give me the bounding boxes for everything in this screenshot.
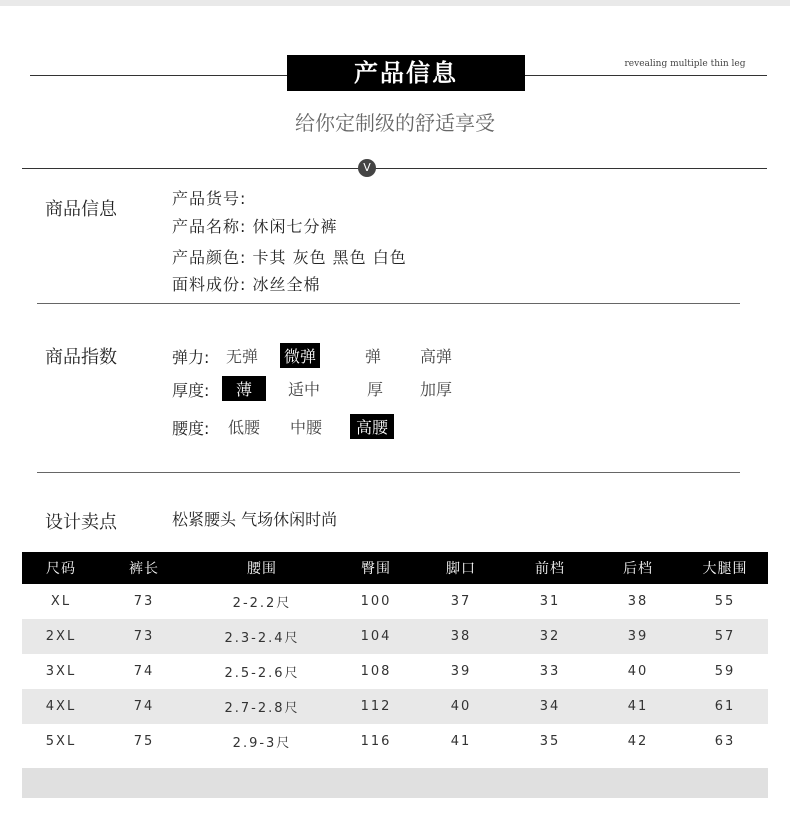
table-cell: 2.7-2.8尺	[188, 689, 336, 724]
product-index-label: 商品指数	[45, 347, 117, 368]
header-front-rise: 前档	[506, 552, 594, 584]
table-cell: 100	[360, 594, 392, 609]
table-cell: 41	[594, 689, 682, 724]
table-row	[22, 584, 768, 619]
size-table	[22, 552, 768, 759]
title-line-right	[525, 75, 767, 76]
table-cell: 38	[416, 619, 506, 654]
table-cell: 2.9-3尺	[232, 736, 292, 751]
table-cell: 4XL	[22, 689, 100, 724]
table-cell: 35	[539, 734, 561, 749]
table-row	[22, 724, 768, 759]
table-row	[22, 654, 768, 689]
table-cell: 40	[416, 689, 506, 724]
product-name-line: 产品名称: 休闲七分裤	[172, 217, 338, 236]
table-cell: 57	[682, 619, 768, 654]
elasticity-option-high: 高弹	[420, 347, 453, 366]
table-cell: 3XL	[45, 664, 77, 679]
header-back-rise: 后档	[594, 552, 682, 584]
elasticity-option-none: 无弹	[226, 347, 259, 366]
header-thigh: 大腿围	[682, 552, 768, 584]
header-waist: 腰围	[188, 552, 336, 584]
table-cell: 73	[133, 594, 155, 609]
table-row	[22, 689, 768, 724]
table-cell: 59	[714, 664, 736, 679]
header-leg-opening: 脚口	[416, 552, 506, 584]
elasticity-option-normal: 弹	[365, 347, 382, 366]
product-info-label: 商品信息	[45, 199, 117, 220]
header-size: 尺码	[22, 552, 100, 584]
waist-option-low: 低腰	[228, 418, 261, 437]
chevron-down-icon: V	[358, 159, 376, 177]
table-cell: 63	[714, 734, 736, 749]
thickness-label: 厚度:	[172, 381, 210, 400]
table-cell: 55	[714, 594, 736, 609]
top-band	[0, 0, 790, 6]
thickness-option-thick: 厚	[367, 380, 384, 399]
table-cell: 104	[336, 619, 416, 654]
table-cell: 34	[506, 689, 594, 724]
table-cell: 108	[360, 664, 392, 679]
table-cell: 2XL	[22, 619, 100, 654]
selling-points-text: 松紧腰头 气场休闲时尚	[172, 510, 338, 529]
page-title: 产品信息	[287, 55, 525, 91]
table-cell: 61	[682, 689, 768, 724]
table-cell: 38	[627, 594, 649, 609]
thickness-option-thin: 薄	[222, 376, 266, 401]
table-cell: 2.3-2.4尺	[188, 619, 336, 654]
size-table-header	[22, 552, 768, 584]
thickness-option-medium: 适中	[288, 380, 321, 399]
table-cell: 31	[539, 594, 561, 609]
table-cell: 39	[450, 664, 472, 679]
table-cell: 112	[336, 689, 416, 724]
header-length: 裤长	[100, 552, 188, 584]
table-cell: XL	[50, 594, 72, 609]
table-cell: 41	[450, 734, 472, 749]
waist-option-mid: 中腰	[290, 418, 323, 437]
elasticity-label: 弹力:	[172, 348, 210, 367]
tagline: revealing multiple thin leg	[624, 59, 746, 69]
table-cell: 73	[100, 619, 188, 654]
table-cell: 40	[627, 664, 649, 679]
product-fabric-line: 面料成份: 冰丝全棉	[172, 275, 321, 294]
table-cell: 39	[594, 619, 682, 654]
table-cell: 74	[133, 664, 155, 679]
index-divider	[37, 472, 740, 473]
selling-points-label: 设计卖点	[45, 512, 117, 533]
table-cell: 2.5-2.6尺	[224, 666, 300, 681]
section-divider	[22, 168, 767, 169]
page-subtitle: 给你定制级的舒适享受	[295, 111, 495, 135]
product-color-line: 产品颜色: 卡其 灰色 黑色 白色	[172, 248, 407, 267]
table-cell: 74	[100, 689, 188, 724]
table-cell: 2-2.2尺	[232, 596, 292, 611]
header-hip: 臀围	[336, 552, 416, 584]
table-cell: 116	[360, 734, 392, 749]
waist-label: 腰度:	[172, 419, 210, 438]
table-cell: 32	[506, 619, 594, 654]
info-divider	[37, 303, 740, 304]
thickness-option-extra-thick: 加厚	[420, 380, 453, 399]
table-row	[22, 619, 768, 654]
waist-option-high: 高腰	[350, 414, 394, 439]
table-cell: 33	[539, 664, 561, 679]
table-cell: 5XL	[45, 734, 77, 749]
table-cell: 75	[133, 734, 155, 749]
title-line-left	[30, 75, 287, 76]
product-code-line: 产品货号:	[172, 189, 247, 208]
table-cell: 37	[450, 594, 472, 609]
elasticity-option-slight: 微弹	[280, 343, 320, 368]
table-cell: 42	[627, 734, 649, 749]
table-footer-band	[22, 768, 768, 798]
